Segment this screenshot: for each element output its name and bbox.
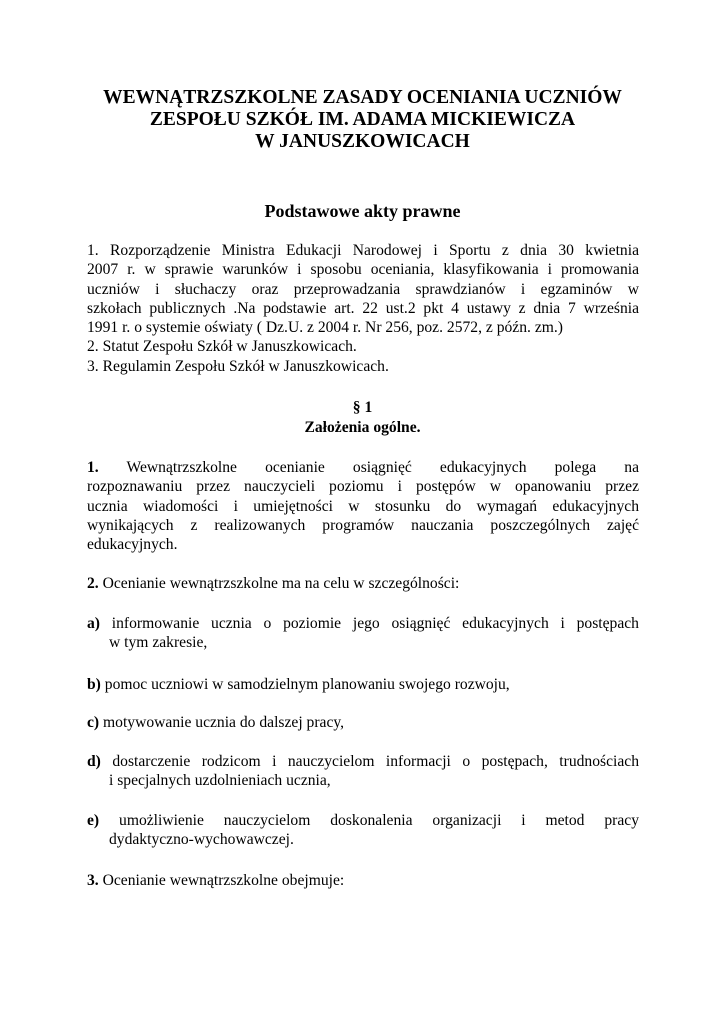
point-3-text: Ocenianie wewnątrzszkolne obejmuje: [102,872,345,889]
goal-c [87,713,639,732]
point-2 [87,574,639,593]
goal-e [87,811,639,850]
point-1-number: 1. [87,459,99,476]
goal-text: informowanie ucznia o poziomie jego osiągnięć edukacyjnych i postępach [111,615,639,632]
document-title [0,87,725,153]
point-1-line: wynikających z realizowanych programów nauczania poszczególnych zajęć [87,516,639,534]
title-line-2: ZESPOŁU SZKÓŁ IM. ADAMA MICKIEWICZA [149,109,576,130]
legal-acts-line: 3. Regulamin Zespołu Szkół w Januszkowicach. [87,357,389,375]
legal-acts-line: 2007 r. w sprawie warunków i sposobu oceniania, klasyfikowania i promowania [87,261,639,279]
goal-d [87,752,639,791]
legal-acts-line: 2. Statut Zespołu Szkół w Januszkowicach. [87,338,357,356]
point-1-first-line [87,458,639,477]
goal-text-cont: w tym zakresie, [109,634,208,652]
point-1-line: rozpoznawaniu przez nauczycieli poziomu i postępów w opanowaniu przez [87,478,639,496]
goal-letter: d) [87,753,101,770]
paragraph-title: Założenia ogólne. [304,419,421,436]
point-2-number: 2. [87,575,99,592]
goal-text: umożliwienie nauczycielom doskonalenia organizacji i metod pracy [119,812,639,829]
point-1-text: Wewnątrzszkolne ocenianie osiągnięć edukacyjnych polega na [126,459,639,476]
goal-letter: b) [87,676,101,693]
point-1-line: ucznia wiadomości i umiejętności w stosunku do wymagań edukacyjnych [87,497,639,515]
section-heading: Podstawowe akty prawne [264,201,461,221]
legal-acts-list [87,241,639,376]
legal-acts-line: uczniów i słuchaczy oraz przeprowadzania sprawdzianów i egzaminów w [87,280,639,298]
paragraph-symbol: § 1 [352,399,373,416]
goal-text: motywowanie ucznia do dalszej pracy, [103,714,345,731]
point-3-number: 3. [87,872,99,889]
title-line-1: WEWNĄTRZSZKOLNE ZASADY OCENIANIA UCZNIÓW [103,87,622,108]
goal-letter: e) [87,812,100,829]
title-line-3: W JANUSZKOWICACH [255,131,470,152]
goal-text: dostarczenie rodzicom i nauczycielom informacji o postępach, trudnościach [112,753,639,770]
point-1 [87,458,639,554]
point-3 [87,871,639,890]
goal-b [87,675,639,694]
goal-text: pomoc uczniowi w samodzielnym planowaniu swojego rozwoju, [104,676,510,693]
legal-acts-line: 1991 r. o systemie oświaty ( Dz.U. z 2004 r. Nr 256, poz. 2572, z późn. zm.) [87,319,563,337]
goal-a [87,614,639,653]
legal-acts-line: szkołach publicznych .Na podstawie art. 22 ust.2 pkt 4 ustawy z dnia 7 września [87,299,639,317]
goal-letter: a) [87,615,100,632]
goal-text-cont: i specjalnych uzdolnieniach ucznia, [109,772,331,790]
point-2-text: Ocenianie wewnątrzszkolne ma na celu w szczególności: [102,575,460,592]
point-1-line: edukacyjnych. [87,536,178,554]
legal-acts-line: 1. Rozporządzenie Ministra Edukacji Narodowej i Sportu z dnia 30 kwietnia [87,242,639,259]
goal-text-cont: dydaktyczno-wychowawczej. [109,831,294,849]
goal-letter: c) [87,714,100,731]
